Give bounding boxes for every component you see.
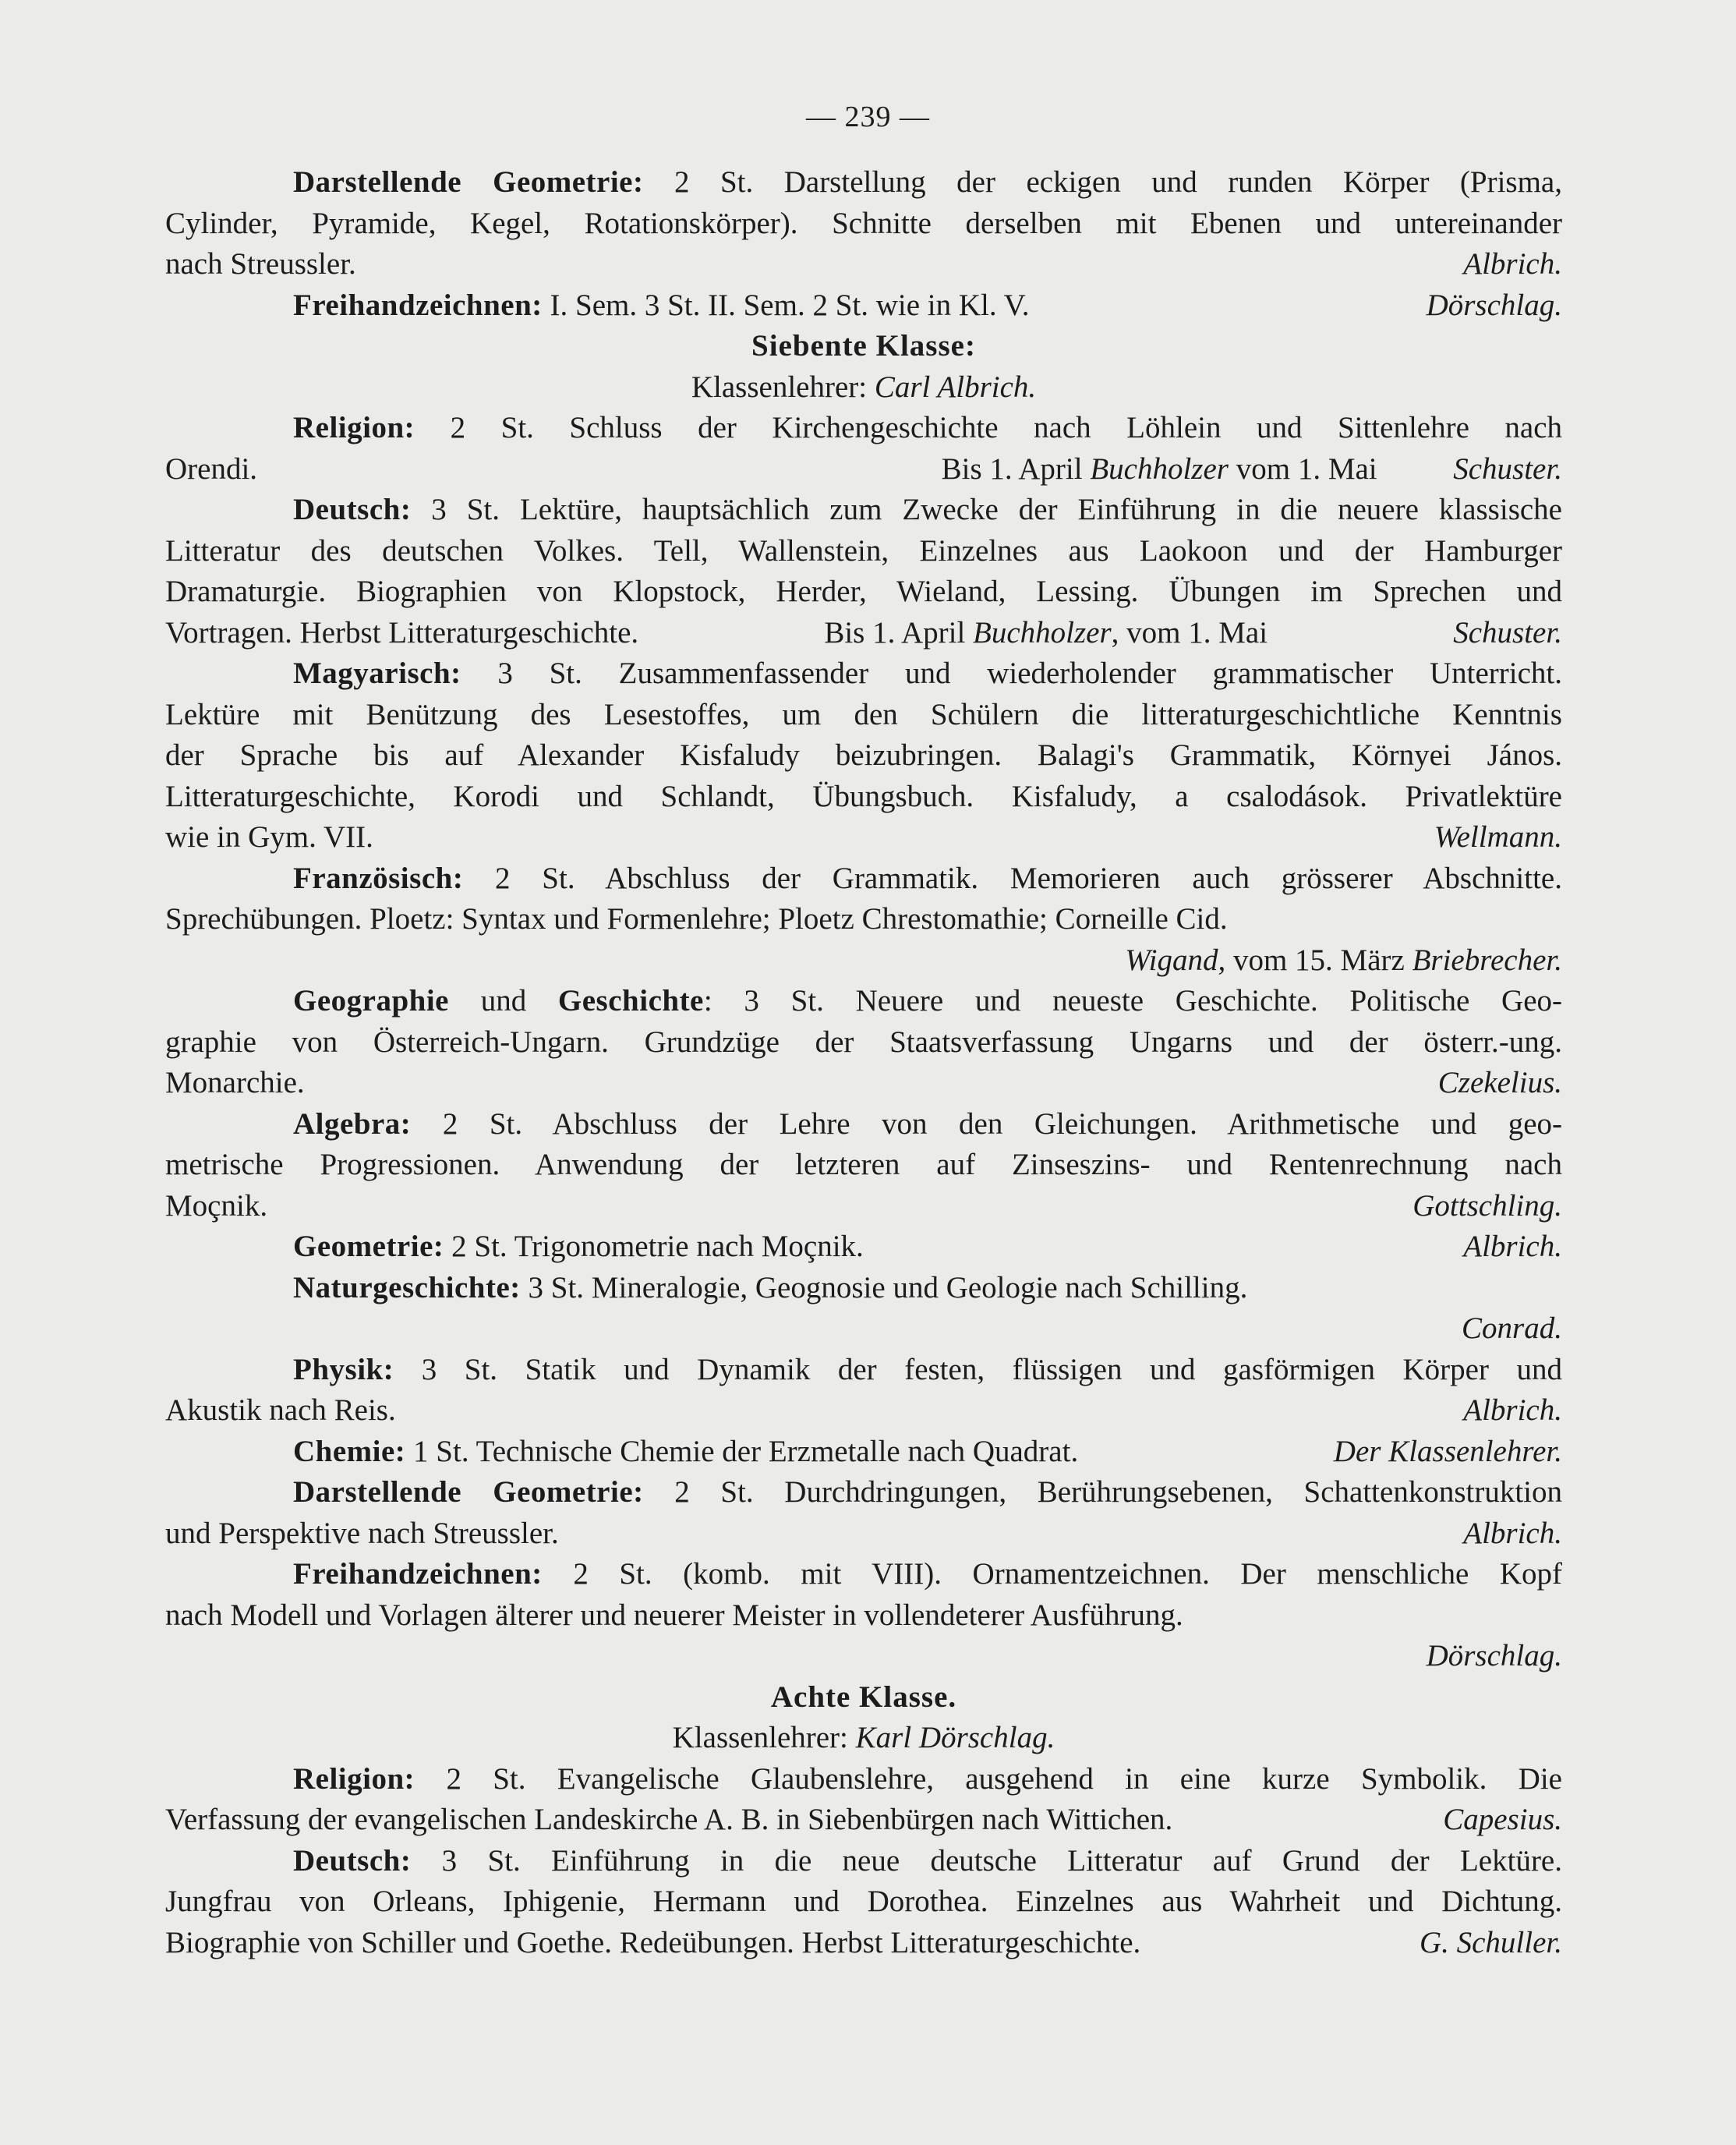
teacher-name: Wellmann. (1434, 820, 1562, 854)
text-line: Litteratur des deutschen Volkes. Tell, Wallenstein, Einzelnes aus Laokoon und der Hamburger (165, 533, 1562, 568)
subject-heading: Darstellende Geometrie: (293, 165, 644, 199)
text-line (165, 1841, 1562, 1882)
teacher-name: Conrad. (1462, 1311, 1562, 1345)
line-text: Monarchie. (165, 1066, 305, 1099)
text-line (165, 1390, 1562, 1432)
teacher-name: Buchholzer (973, 615, 1112, 650)
subject-heading: Deutsch: (293, 493, 412, 526)
text-line (165, 1063, 1562, 1104)
teacher-name: Der Klassenlehrer. (1333, 1434, 1562, 1468)
line-text: und (448, 984, 558, 1018)
line-text: 2 St. Schluss der Kirchengeschichte nach Löhlein und Sittenlehre nach (415, 411, 1562, 444)
teacher-name: Dörschlag. (1426, 288, 1562, 322)
line-text: 2 St. Evangelische Glaubenslehre, ausgehend in eine kurze Symbolik. Die (415, 1761, 1562, 1796)
line-text: 2 St. Abschluss der Grammatik. Memorieren auch grösserer Abschnitte. (463, 861, 1562, 895)
text-line (165, 1923, 1562, 1964)
text-line (165, 1554, 1562, 1595)
text-line (165, 940, 1562, 982)
text-line (165, 162, 1562, 204)
text-line (165, 1432, 1562, 1473)
line-text: Bis 1. April (941, 451, 1091, 486)
text-line (165, 817, 1562, 858)
text-line (165, 1513, 1562, 1555)
line-text: vom 1. Mai (1228, 451, 1377, 486)
text-line: graphie von Österreich-Ungarn. Grundzüge der Staatsverfassung Ungarns und der österr.-ung. (165, 1025, 1562, 1059)
text-line (165, 1308, 1562, 1350)
line-text: , vom 1. Mai (1111, 615, 1268, 650)
line-text: 2 St. Trigonometrie nach Moçnik. (444, 1230, 864, 1263)
text-line: Cylinder, Pyramide, Kegel, Rotationskörper). Schnitte derselben mit Ebenen und untereinander (165, 206, 1562, 240)
text-line (165, 613, 1562, 654)
line-text: 3 St. Mineralogie, Geognosie und Geologie nach Schilling. (520, 1270, 1248, 1304)
subject-heading: Chemie: (293, 1434, 406, 1468)
text-line: nach Modell und Vorlagen älterer und neuerer Meister in vollendeterer Ausführung. (165, 1598, 1183, 1632)
text-line (165, 285, 1562, 327)
text-line: Litteraturgeschichte, Korodi und Schlandt, Übungsbuch. Kisfaludy, a csalodások. Privatlektüre (165, 779, 1562, 813)
line-text: Biographie von Schiller und Goethe. Redeübungen. Herbst Litteraturgeschichte. (165, 1925, 1141, 1959)
line-text (293, 285, 1030, 327)
text-line (165, 1350, 1562, 1391)
text-line (165, 1759, 1562, 1800)
text-line (165, 1186, 1562, 1227)
teacher-name: Schuster. (1453, 451, 1562, 486)
line-text: und Perspektive nach Streussler. (165, 1516, 559, 1550)
line-text: Klassenlehrer: (691, 370, 875, 404)
line-text: 3 St. Zusammenfassender und wiederholender grammatischer Unterricht. (461, 657, 1562, 690)
subject-heading: Religion: (293, 411, 415, 444)
line-text: Bis 1. April (824, 615, 974, 650)
line-text: 1 St. Technische Chemie der Erzmetalle nach Quadrat. (405, 1434, 1079, 1468)
teacher-name: Albrich. (1463, 1230, 1562, 1263)
subject-heading: Physik: (293, 1352, 394, 1386)
line-text: 3 St. Einführung in die neue deutsche Litteratur auf Grund der Lektüre. (411, 1843, 1562, 1878)
teacher-name: Carl Albrich. (874, 370, 1037, 404)
class-teacher-line (165, 367, 1562, 409)
subject-heading: Religion: (293, 1761, 415, 1796)
teacher-name: Dörschlag. (1426, 1639, 1562, 1672)
class-teacher-line (165, 1718, 1562, 1759)
line-text: 3 St. Statik und Dynamik der festen, flüssigen und gasförmigen Körper und (394, 1352, 1562, 1386)
line-text (824, 613, 1268, 654)
teacher-name: Albrich. (1463, 247, 1562, 281)
teacher-name: Capesius. (1443, 1803, 1562, 1836)
section-title: Achte Klasse. (770, 1680, 957, 1714)
text-line: Dramaturgie. Biographien von Klopstock, Herder, Wieland, Lessing. Übungen im Sprechen und (165, 575, 1562, 608)
teacher-name: Czekelius. (1437, 1066, 1562, 1099)
line-text: Klassenlehrer: (672, 1721, 856, 1754)
text-line: der Sprache bis auf Alexander Kisfaludy beizubringen. Balagi's Grammatik, Környei János. (165, 738, 1562, 772)
teacher-name: Gottschling. (1412, 1188, 1562, 1223)
subject-heading: Deutsch: (293, 1843, 412, 1878)
teacher-name: Albrich. (1463, 1393, 1562, 1427)
text-line (165, 1226, 1562, 1268)
text-line: metrische Progressionen. Anwendung der letzteren auf Zinseszins- und Rentenrechnung nach (165, 1148, 1562, 1181)
line-text: Moçnik. (165, 1188, 268, 1223)
teacher-name: Briebrecher. (1412, 943, 1562, 977)
line-text: I. Sem. 3 St. II. Sem. 2 St. wie in Kl. V. (542, 288, 1030, 322)
text-line (165, 1472, 1562, 1513)
subject-heading: Geographie (293, 984, 449, 1018)
line-text (334, 449, 1377, 490)
text-line (165, 490, 1562, 531)
teacher-name: G. Schuller. (1419, 1925, 1562, 1959)
text-line: Jungfrau von Orleans, Iphigenie, Hermann und Dorothea. Einzelnes aus Wahrheit und Dichtung. (165, 1885, 1562, 1918)
teacher-name: Karl Dörschlag. (855, 1721, 1055, 1754)
text-line: Sprechübungen. Ploetz: Syntax und Formenlehre; Ploetz Chrestomathie; Corneille Cid. (165, 902, 1228, 936)
text-line (165, 981, 1562, 1022)
text-line (165, 244, 1562, 285)
line-text: vom 15. März (1225, 943, 1412, 977)
text-line (165, 408, 1562, 449)
line-text (293, 1226, 864, 1268)
subject-heading: Darstellende Geometrie: (293, 1475, 644, 1509)
text-line: Lektüre mit Benützung des Lesestoffes, um den Schülern die litteraturgeschichtliche Kenntnis (165, 697, 1562, 731)
line-text: : 3 St. Neuere und neueste Geschichte. Politische Geo- (703, 984, 1562, 1018)
text-line (165, 1268, 1562, 1309)
line-text: 3 St. Lektüre, hauptsächlich zum Zwecke der Einführung in die neuere klassische (411, 493, 1562, 526)
text-line (165, 449, 1562, 490)
text-line (165, 1636, 1562, 1677)
line-text: 2 St. Abschluss der Lehre von den Gleichungen. Arithmetische und geo- (411, 1106, 1562, 1141)
subject-heading: Geschichte (557, 984, 704, 1018)
teacher-name: Wigand, (1125, 943, 1226, 977)
subject-heading: Algebra: (293, 1106, 412, 1141)
subject-heading: Freihandzeichnen: (293, 1557, 543, 1591)
subject-heading: Naturgeschichte: (293, 1270, 521, 1304)
line-text (293, 1432, 1078, 1473)
subject-heading: Geometrie: (293, 1230, 444, 1263)
text-line (165, 1800, 1562, 1841)
line-text: 2 St. Durchdringungen, Berührungsebenen, Schattenkonstruktion (643, 1475, 1562, 1509)
line-text: 2 St. Darstellung der eckigen und runden Körper (Prisma, (643, 165, 1562, 199)
line-text: 2 St. (komb. mit VIII). Ornamentzeichnen. Der menschliche Kopf (542, 1557, 1562, 1591)
line-text: Vortragen. Herbst Litteraturgeschichte. (165, 615, 639, 650)
line-text: Orendi. (165, 451, 258, 486)
subject-heading: Magyarisch: (293, 657, 461, 690)
line-text: Akustik nach Reis. (165, 1393, 396, 1427)
teacher-name: Albrich. (1463, 1516, 1562, 1550)
teacher-name: Buchholzer (1090, 451, 1229, 486)
page-body (165, 162, 1562, 1963)
text-line (165, 1104, 1562, 1145)
line-text: Verfassung der evangelischen Landeskirche A. B. in Siebenbürgen nach Wittichen. (165, 1803, 1173, 1836)
line-text: nach Streussler. (165, 247, 356, 281)
page-number: — 239 — (806, 101, 930, 133)
text-line (165, 653, 1562, 695)
line-text: wie in Gym. VII. (165, 820, 373, 854)
text-line (165, 858, 1562, 900)
section-title: Siebente Klasse: (751, 329, 976, 363)
teacher-name: Schuster. (1453, 615, 1562, 650)
subject-heading: Französisch: (293, 861, 464, 895)
subject-heading: Freihandzeichnen: (293, 288, 543, 322)
